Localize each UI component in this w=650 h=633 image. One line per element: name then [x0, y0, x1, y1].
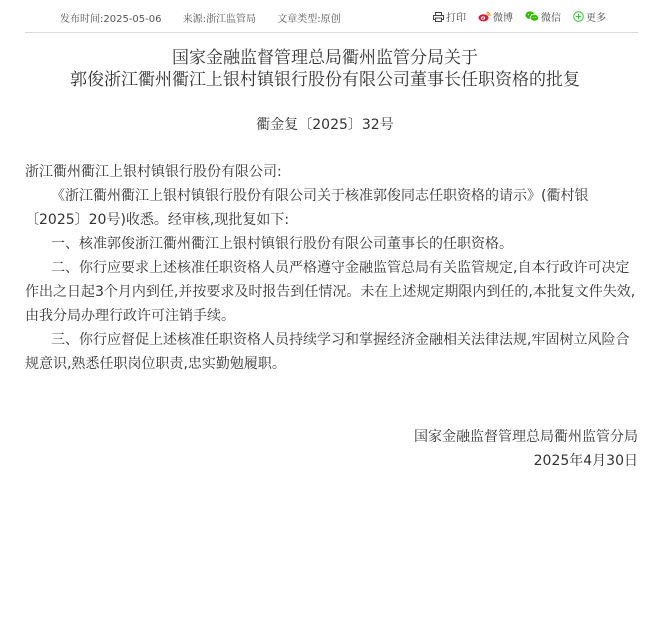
- weibo-icon: [478, 11, 491, 22]
- wechat-button[interactable]: [525, 9, 561, 24]
- source-label: 来源:: [182, 14, 207, 25]
- doc-number: 衢金复〔2025〕32号: [256, 117, 394, 133]
- more-button[interactable]: [573, 9, 606, 24]
- addressee: 浙江衢州衢江上银村镇银行股份有限公司:: [25, 164, 282, 180]
- paragraph-item-2: 二、你行应要求上述核准任职资格人员严格遵守金融监管总局有关监管规定,自本行政许可决定作出之日起3个月内到任,并按要求及时报告到任情况。未在上述规定期限内到任的,本批复文件失效,由我分局办理行政许可注销手续。: [25, 260, 636, 324]
- share-toolbar: [433, 9, 606, 24]
- paragraph-intro: 《浙江衢州衢江上银村镇银行股份有限公司关于核准郭俊同志任职资格的请示》(衢村银〔2025〕20号)收悉。经审核,现批复如下:: [25, 188, 589, 228]
- publish-time-label: 发布时间:: [60, 14, 104, 25]
- meta-bar: [25, 0, 638, 33]
- plus-circle-icon: [573, 11, 584, 22]
- weibo-label: 微博: [493, 13, 513, 24]
- printer-icon: [433, 12, 444, 22]
- more-label: 更多: [586, 13, 606, 24]
- paragraph-item-1: 一、核准郭俊浙江衢州衢江上银村镇银行股份有限公司董事长的任职资格。: [51, 236, 513, 252]
- print-button[interactable]: [433, 9, 466, 24]
- doc-title-line-2: 郭俊浙江衢州衢江上银村镇银行股份有限公司董事长任职资格的批复: [70, 70, 580, 90]
- wechat-label: 微信: [541, 13, 561, 24]
- article-type-label: 文章类型:: [277, 14, 321, 25]
- source-value: 浙江监管局: [206, 14, 257, 25]
- publish-time: [60, 14, 162, 25]
- print-label: 打印: [446, 13, 466, 24]
- signature-org: 国家金融监督管理总局衢州监管分局: [414, 429, 638, 445]
- source: [183, 14, 256, 25]
- meta-info: [60, 10, 359, 25]
- article-type-value: 原创: [320, 14, 341, 25]
- paragraph-item-3: 三、你行应督促上述核准任职资格人员持续学习和掌握经济金融相关法律法规,牢固树立风险合规意识,熟悉任职岗位职责,忠实勤勉履职。: [25, 332, 630, 372]
- signature-date: 2025年4月30日: [533, 453, 638, 469]
- publish-time-value: 2025-05-06: [103, 14, 162, 25]
- doc-title-line-1: 国家金融监督管理总局衢州监管分局关于: [172, 48, 478, 68]
- article-type: [277, 14, 340, 25]
- weibo-button[interactable]: [478, 9, 513, 24]
- wechat-icon: [525, 11, 539, 22]
